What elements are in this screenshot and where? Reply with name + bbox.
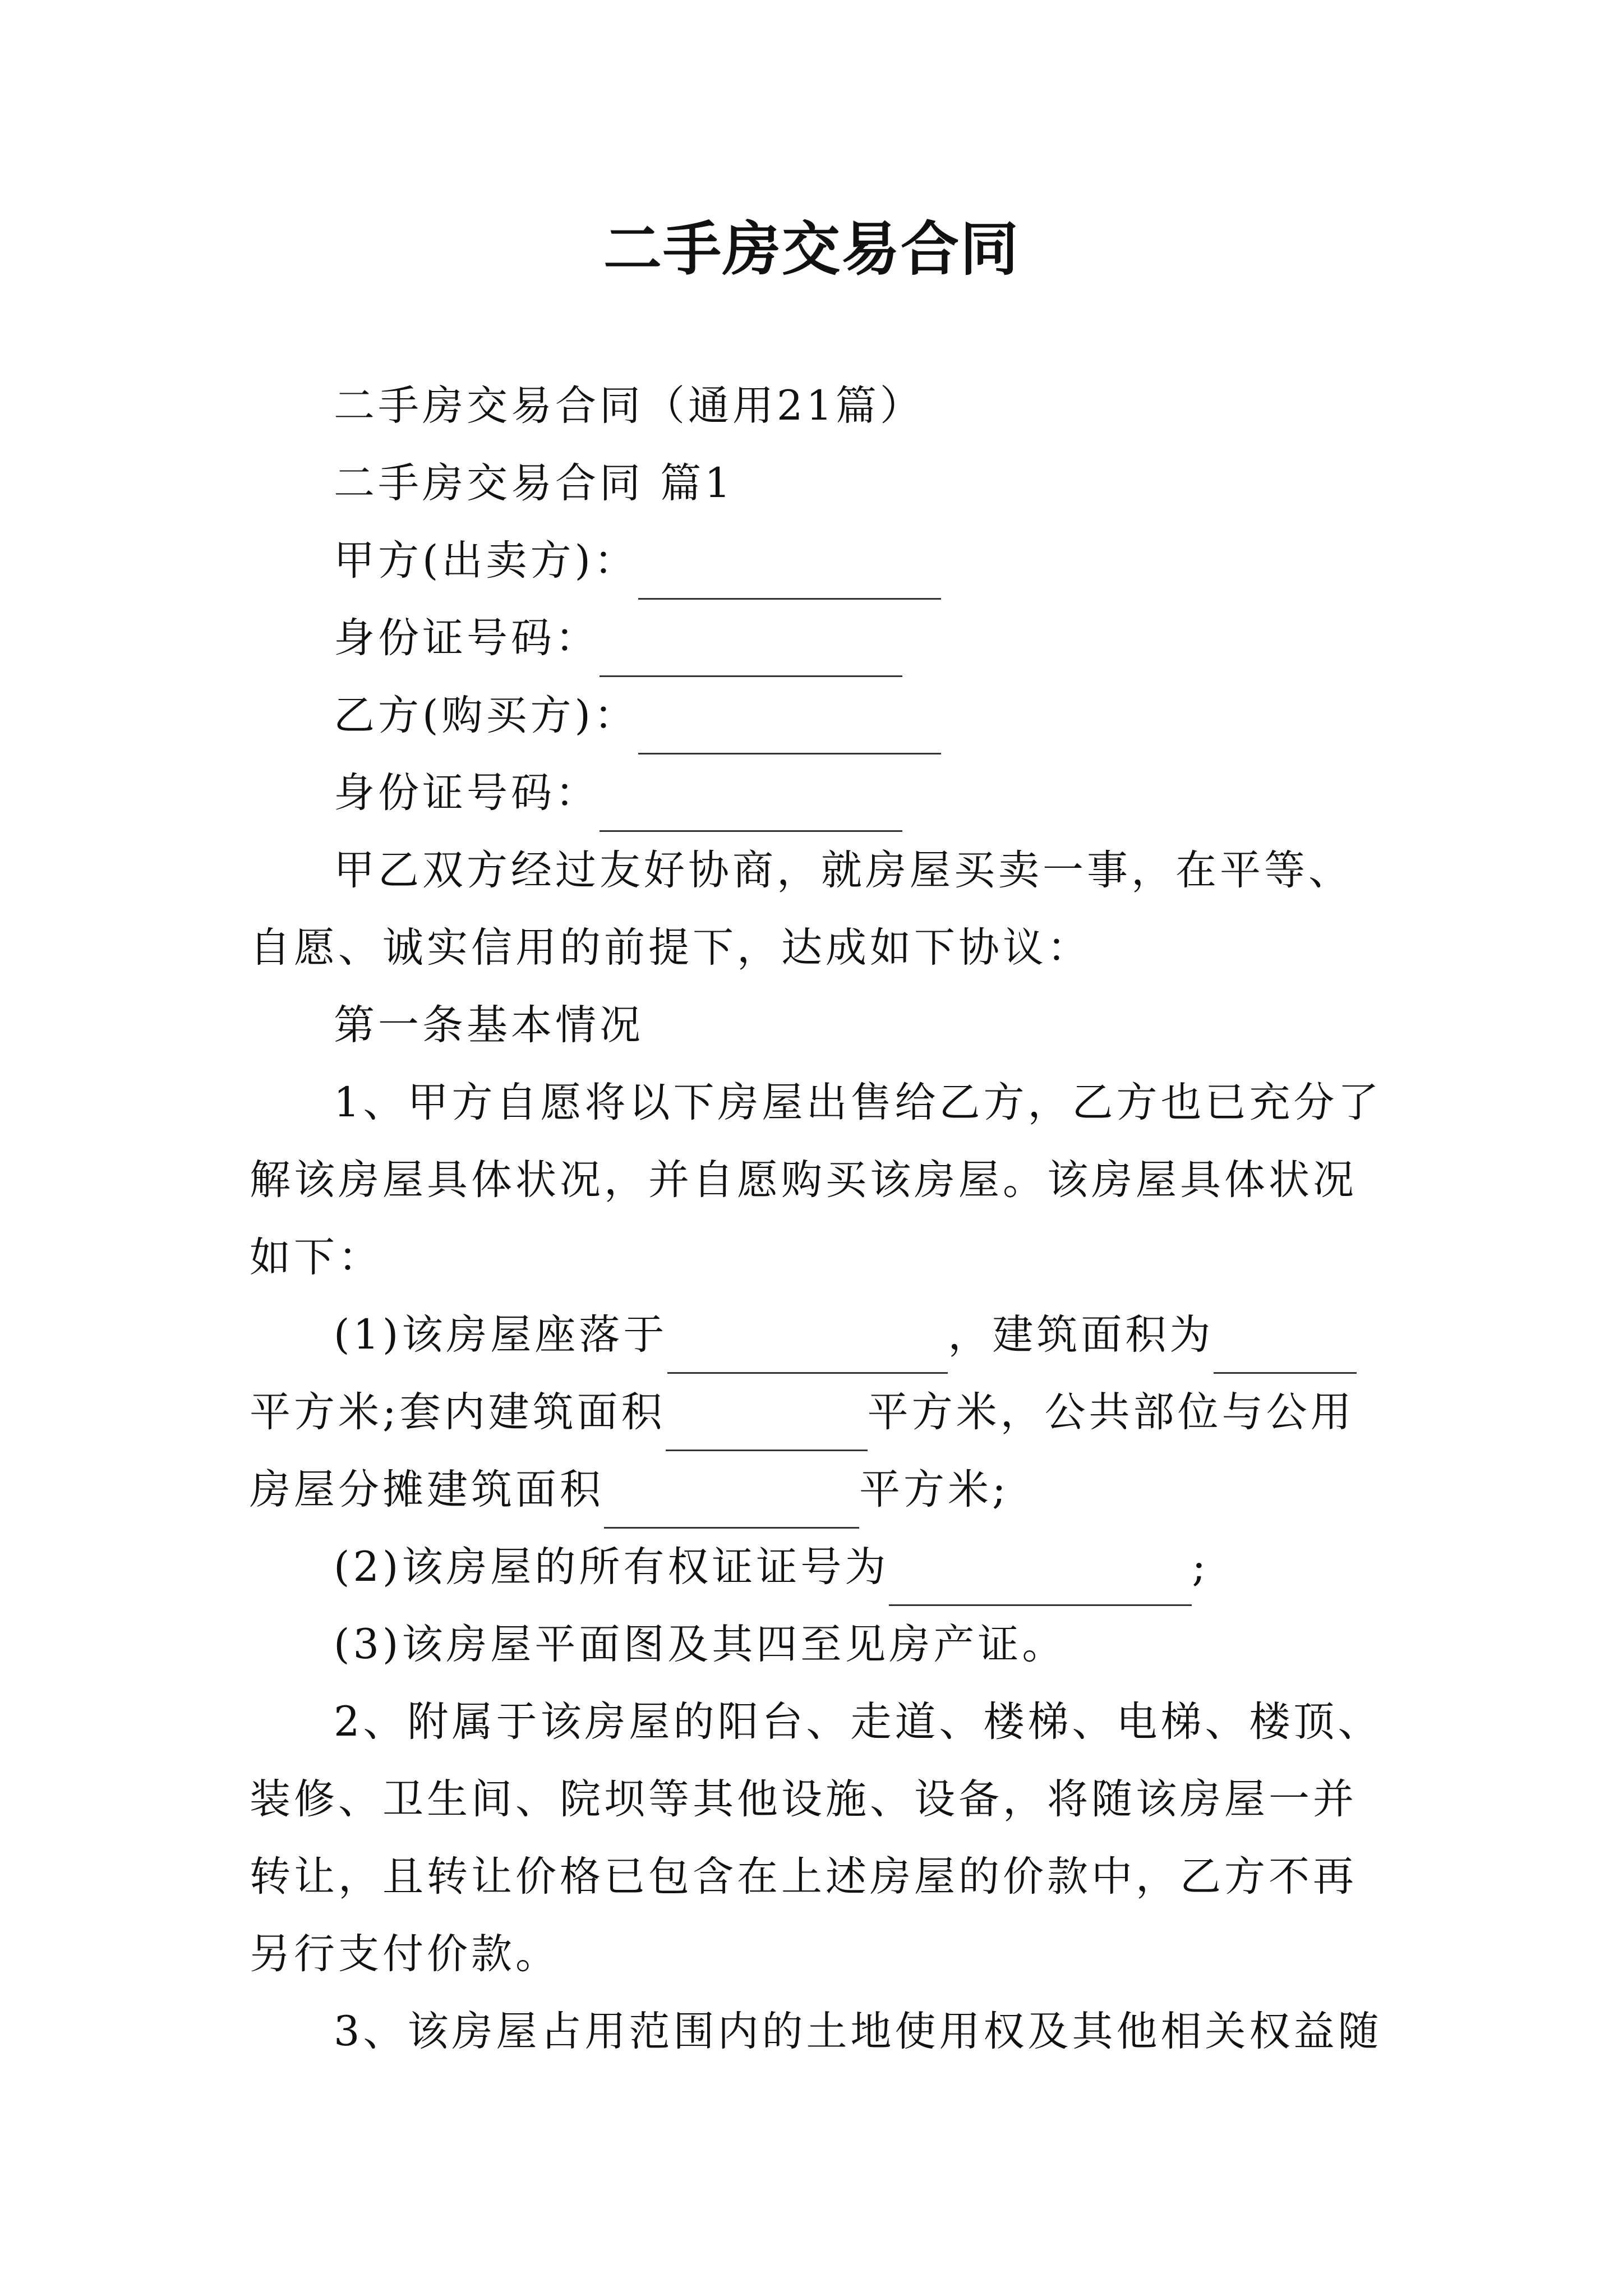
party-a-id-label: 身份证号码： — [334, 614, 600, 662]
document-title: 二手房交易合同 — [603, 215, 1020, 283]
party-b-line — [250, 677, 1388, 754]
item-2-text-b: ; — [1192, 1543, 1210, 1591]
location-blank — [667, 1332, 948, 1374]
clause-3: 3、该房屋占用范围内的土地使用权及其他相关权益随 — [334, 2008, 1382, 2055]
item-1-text-b: ，建筑面积为 — [948, 1311, 1214, 1359]
item-2-text-a: (2)该房屋的所有权证证号为 — [334, 1543, 889, 1591]
party-b-blank — [638, 712, 941, 754]
party-a-id-line — [250, 600, 1388, 677]
subtitle: 二手房交易合同（通用21篇） — [334, 382, 924, 430]
shared-area-blank — [604, 1487, 859, 1529]
party-a-blank — [638, 558, 941, 600]
item-1-text-e: 平方米; — [859, 1466, 1009, 1513]
item-1-text-c: 平方米;套内建筑面积 — [250, 1388, 666, 1436]
certificate-number-blank — [889, 1564, 1192, 1606]
clause-1: 1、甲方自愿将以下房屋出售给乙方，乙方也已充分了解该房屋具体状况，并自愿购买该房屋。该房屋具体状况如下： — [250, 1079, 1382, 1281]
party-a-label: 甲方(出卖方)： — [334, 537, 638, 585]
inner-area-blank — [666, 1409, 868, 1451]
item-1-text-d: 平方米，公共部位与公用房屋分摊建筑面积 — [250, 1388, 1355, 1513]
article1-title: 第一条基本情况 — [334, 1001, 644, 1049]
item-3: (3)该房屋平面图及其四至见房产证。 — [334, 1621, 1067, 1668]
item-1 — [250, 1296, 1388, 1529]
party-b-id-line — [250, 754, 1388, 832]
party-a-id-blank — [600, 635, 902, 677]
area-blank — [1214, 1332, 1357, 1374]
intro-paragraph: 甲乙双方经过友好协商，就房屋买卖一事，在平等、自愿、诚实信用的前提下，达成如下协议： — [250, 846, 1353, 972]
party-b-id-label: 身份证号码： — [334, 769, 600, 817]
clause-2: 2、附属于该房屋的阳台、走道、楼梯、电梯、楼顶、装修、卫生间、院坝等其他设施、设备，将随该房屋一并转让，且转让价格已包含在上述房屋的价款中，乙方不再另行支付价款。 — [250, 1698, 1382, 1978]
document-body — [250, 367, 1388, 2070]
item-2 — [250, 1529, 1388, 1606]
item-1-text-a: (1)该房屋座落于 — [334, 1311, 668, 1359]
party-b-id-blank — [600, 790, 902, 832]
section-heading: 二手房交易合同 篇1 — [334, 459, 734, 507]
party-b-label: 乙方(购买方)： — [334, 692, 638, 739]
party-a-line — [250, 522, 1388, 600]
